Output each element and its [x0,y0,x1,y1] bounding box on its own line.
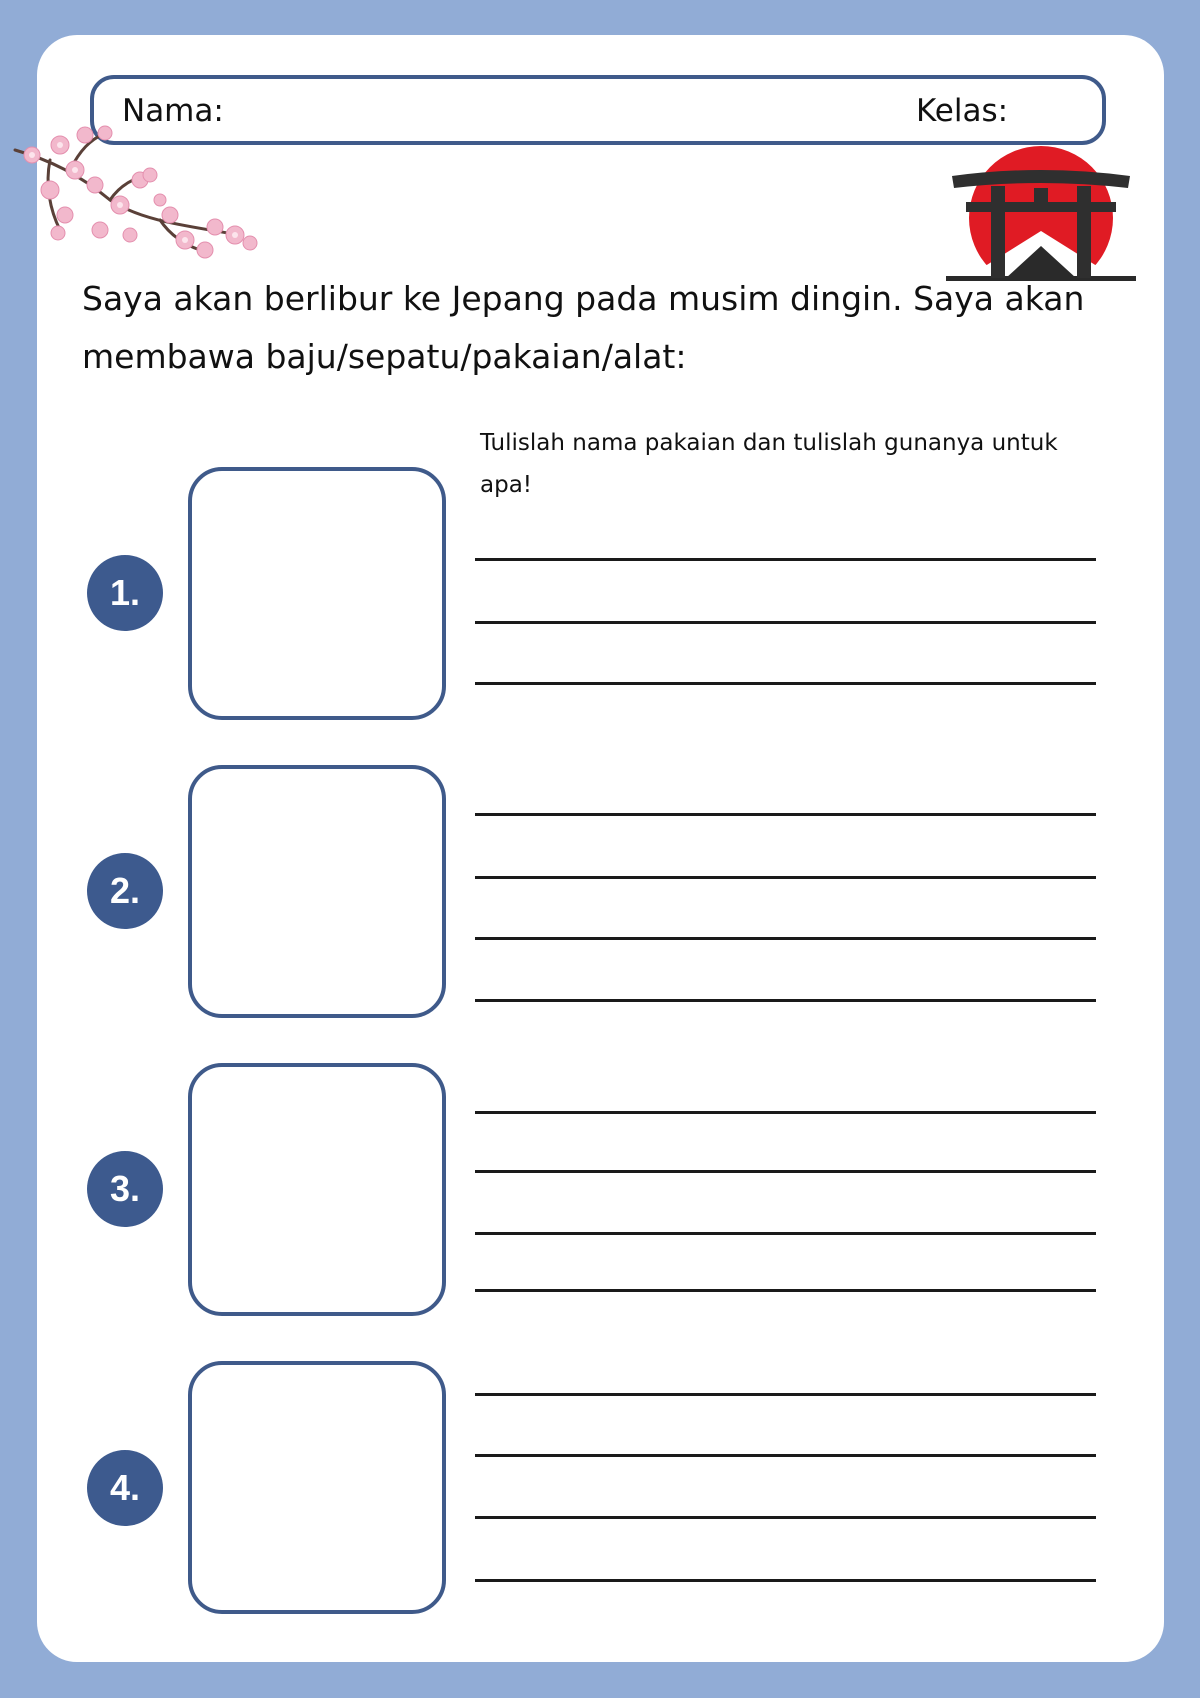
answer-line[interactable] [475,876,1096,879]
item-number-badge: 4. [87,1450,163,1526]
answer-line[interactable] [475,813,1096,816]
item-number-badge: 2. [87,853,163,929]
answer-line[interactable] [475,1111,1096,1114]
class-label: Kelas: [916,93,1009,129]
instruction-text: Tulislah nama pakaian dan tulislah gunanya untuk apa! [480,430,1058,498]
answer-line[interactable] [475,1232,1096,1235]
answer-line[interactable] [475,558,1096,561]
item-number-badge: 3. [87,1151,163,1227]
answer-line[interactable] [475,999,1096,1002]
cherry-blossom-branch-icon [10,115,270,275]
answer-line[interactable] [475,937,1096,940]
answer-line[interactable] [475,1289,1096,1292]
answer-line[interactable] [475,1516,1096,1519]
intro-prompt: Saya akan berlibur ke Jepang pada musim dingin. Saya akan membawa baju/sepatu/pakaian/alat: [82,279,1085,376]
torii-gate-mount-fuji-icon [946,146,1136,281]
drawing-box-1[interactable] [188,467,446,720]
drawing-box-2[interactable] [188,765,446,1018]
answer-line[interactable] [475,1393,1096,1396]
drawing-box-4[interactable] [188,1361,446,1614]
answer-line[interactable] [475,1170,1096,1173]
drawing-box-3[interactable] [188,1063,446,1316]
answer-line[interactable] [475,1454,1096,1457]
answer-line[interactable] [475,1579,1096,1582]
answer-line[interactable] [475,682,1096,685]
item-number-badge: 1. [87,555,163,631]
answer-line[interactable] [475,621,1096,624]
name-label: Nama: [122,93,224,129]
